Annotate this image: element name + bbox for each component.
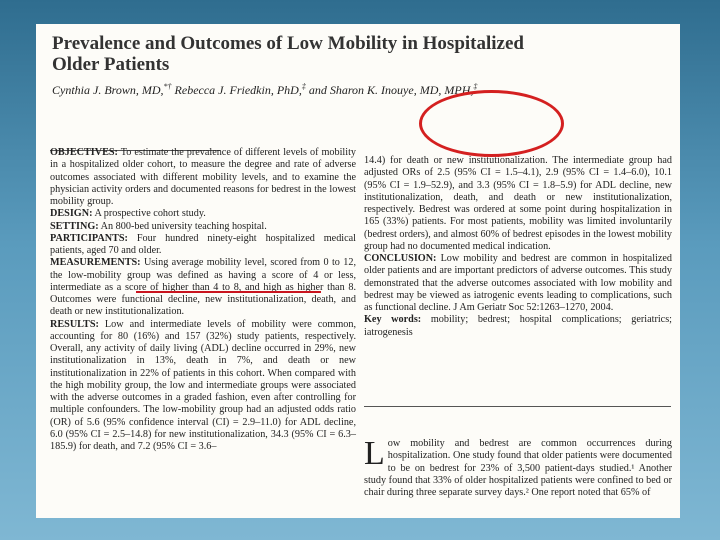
paper-page <box>36 24 680 518</box>
author-2-affiliation: ‡ <box>301 82 306 91</box>
author-3-affiliation: ‡ <box>473 82 478 91</box>
author-1: Cynthia J. Brown, MD, <box>52 83 164 97</box>
author-1-affiliation: *† <box>163 82 172 91</box>
title-line-2: Older Patients <box>52 54 170 75</box>
design-label: DESIGN: <box>50 208 93 220</box>
objectives-text: To estimate the prevalence of different levels of mobility in a hospitalized older cohort, to measure the degree and rate of adverse outcomes associated with different mobility levels, and to examine the physician activity orders and documented reasons for bedrest in the lowest mobility group. <box>50 147 356 207</box>
measurements-paragraph <box>50 257 356 318</box>
body-first-paragraph <box>364 435 672 499</box>
design-text: A prospective cohort study. <box>92 208 206 220</box>
results-label: RESULTS: <box>50 318 99 330</box>
red-underline-annotation <box>136 291 321 293</box>
conclusion-paragraph <box>364 253 672 314</box>
setting-text: An 800-bed university teaching hospital. <box>98 220 267 232</box>
abstract-left-column <box>50 147 356 453</box>
abstract-right-column <box>364 155 672 339</box>
setting-label: SETTING: <box>50 220 99 232</box>
conclusion-text: Low mobility and bedrest are common in hospitalized older patients and are important predictors of adverse outcomes. This study demonstrated that the adverse outcomes associated with low mobility and bedrest may be viewed as iatrogenic events leading to complications, such as functional decline. J Am Geriatr Soc 52:1263–1270, 2004. <box>364 253 672 313</box>
design-paragraph <box>50 208 356 220</box>
drop-cap: L <box>364 435 385 472</box>
body-text: ow mobility and bedrest are common occurrences during hospitalization. One study found that older patients were documented to be on bedrest for 23% of 3,500 patient-days studied.¹ Another study found that 33% of older hospitalized patients were confined to bed or chair during three separate survey days.² One report noted that 65% of <box>364 438 672 498</box>
participants-paragraph <box>50 233 356 258</box>
results-continued: 14.4) for death or new institutionalization. The intermediate group had adjusted ORs of 2.5 (95% CI = 1.5–4.1), 2.9 (95% CI = 1.4–6.0), 10.1 (95% CI = 1.9–52.9), and 3.3 (95% CI = 1.8–5.9) for ADL decline, new institutionalization, death, and death or new institutionalization, respectively. Bedrest was ordered at some point during hospitalization in 165 (33%) patients. For most patients, mobility was limited involuntarily (bedrest orders), and almost 60% of bedrest episodes in the lowest mobility group had no documented medical indication. <box>364 155 672 252</box>
red-circle-annotation <box>419 90 564 157</box>
results-text: Low and intermediate levels of mobility were common, accounting for 80 (16%) and 157 (32%) study patients, respectively. Overall, any activity of daily living (ADL) decline occurred in 29%, new institutionalization in 13%, death in 7%, and death or new institutionalization in 22% of patients in this cohort. When compared with the high mobility group, the low and intermediate groups were associated with the adverse outcomes in a graded fashion, even after controlling for multiple confounders. The low-mobility group had an adjusted odds ratio (OR) of 5.6 (95% confidence interval (CI) = 2.9–11.0) for ADL decline, 6.0 (95% CI = 2.5–14.8) for new institutionalization, 34.3 (95% CI = 6.3–185.9) for death, and 7.2 (95% CI = 3.6– <box>50 318 356 452</box>
keywords-paragraph <box>364 314 672 339</box>
author-2: Rebecca J. Friedkin, PhD, <box>174 83 302 97</box>
paper-title <box>52 33 652 75</box>
setting-paragraph <box>50 221 356 233</box>
author-3: and Sharon K. Inouye, MD, MPH, <box>308 83 474 97</box>
participants-label: PARTICIPANTS: <box>50 232 128 244</box>
body-rule <box>364 406 671 407</box>
title-line-1: Prevalence and Outcomes of Low Mobility in Hospitalized <box>52 33 524 54</box>
measurements-label: MEASUREMENTS: <box>50 257 141 269</box>
keywords-text: mobility; bedrest; hospital complications; geriatrics; iatrogenesis <box>364 314 672 338</box>
keywords-label: Key words: <box>364 314 422 326</box>
objectives-label: OBJECTIVES: <box>50 147 118 158</box>
conclusion-label: CONCLUSION: <box>364 253 437 264</box>
measurements-text: Using average mobility level, scored from 0 to 12, the low-mobility group was defined as having a score of 4 or less, intermediate as a score of higher than 4 to 8, and high as higher than 8. Outcomes were functional decline, new institutionalization, death, and death or new institutionalization. <box>50 257 356 318</box>
objectives-paragraph <box>50 147 356 208</box>
results-paragraph <box>50 319 356 454</box>
author-line <box>52 82 672 98</box>
participants-text: Four hundred ninety-eight hospitalized medical patients, aged 70 and older. <box>50 232 356 256</box>
